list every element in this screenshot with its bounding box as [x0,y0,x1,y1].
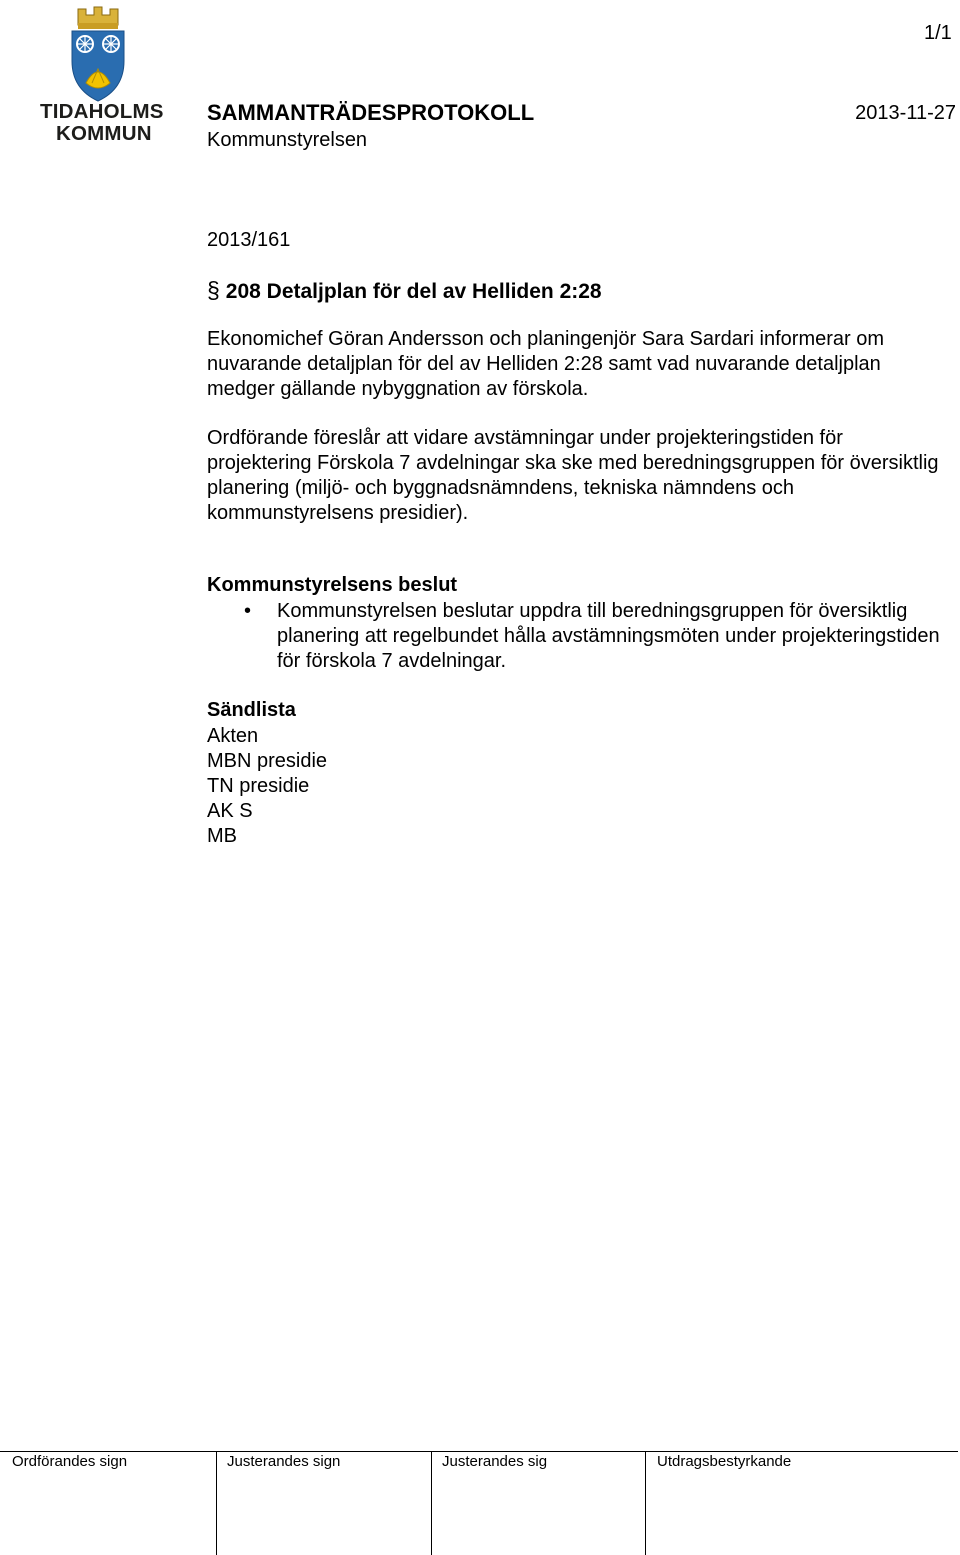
distribution-item: MB [207,825,237,847]
body-paragraph: Ordförande föreslår att vidare avstämningar under projekteringstiden för projektering Förskola 7 avdelningar ska ske med beredningsgruppen för översiktlig planering (miljö- och byggnadsnämndens, tekniska nämndens och kommunstyrelsens presidier). [207,427,939,524]
page-number: 1/1 [924,22,952,44]
bullet-icon: • [244,600,252,622]
signature-cell-adjuster-2: Justerandes sig [442,1453,548,1470]
distribution-item: MBN presidie [207,750,328,772]
coat-of-arms-icon [38,3,178,103]
distribution-item: AK S [207,800,253,822]
signature-divider [216,1451,217,1555]
paragraph-heading [207,277,602,304]
logo-text-line2: KOMMUN [56,122,152,145]
paragraph-heading-text: 208 Detaljplan för del av Helliden 2:28 [225,280,602,303]
committee-name: Kommunstyrelsen [207,129,368,151]
distribution-list [207,724,327,849]
signature-divider [645,1451,646,1555]
signature-cell-extract: Utdragsbestyrkande [657,1453,792,1470]
section-sign: § [207,277,220,303]
signature-divider [431,1451,432,1555]
signature-cell-adjuster-1: Justerandes sign [227,1453,341,1470]
distribution-heading: Sändlista [207,699,296,721]
document-title: SAMMANTRÄDESPROTOKOLL [207,100,535,125]
distribution-item: Akten [207,725,259,747]
municipality-logo [38,3,178,148]
meeting-date: 2013-11-27 [855,102,956,124]
distribution-item: TN presidie [207,775,310,797]
logo-text-line1: TIDAHOLMS [40,100,164,123]
body-paragraph: Ekonomichef Göran Andersson och planingenjör Sara Sardari informerar om nuvarande detaljplan för del av Helliden 2:28 samt vad nuvarande detaljplan medger gällande nybyggnation av förskola. [207,328,885,400]
decision-heading: Kommunstyrelsens beslut [207,574,458,596]
case-number: 2013/161 [207,229,291,251]
signature-table-top-border [0,1451,958,1452]
signature-cell-chair: Ordförandes sign [12,1453,128,1470]
decision-item: Kommunstyrelsen beslutar uppdra till beredningsgruppen för översiktlig planering att regelbundet hålla avstämningsmöten under projekteringstiden för förskola 7 avdelningar. [277,600,940,672]
